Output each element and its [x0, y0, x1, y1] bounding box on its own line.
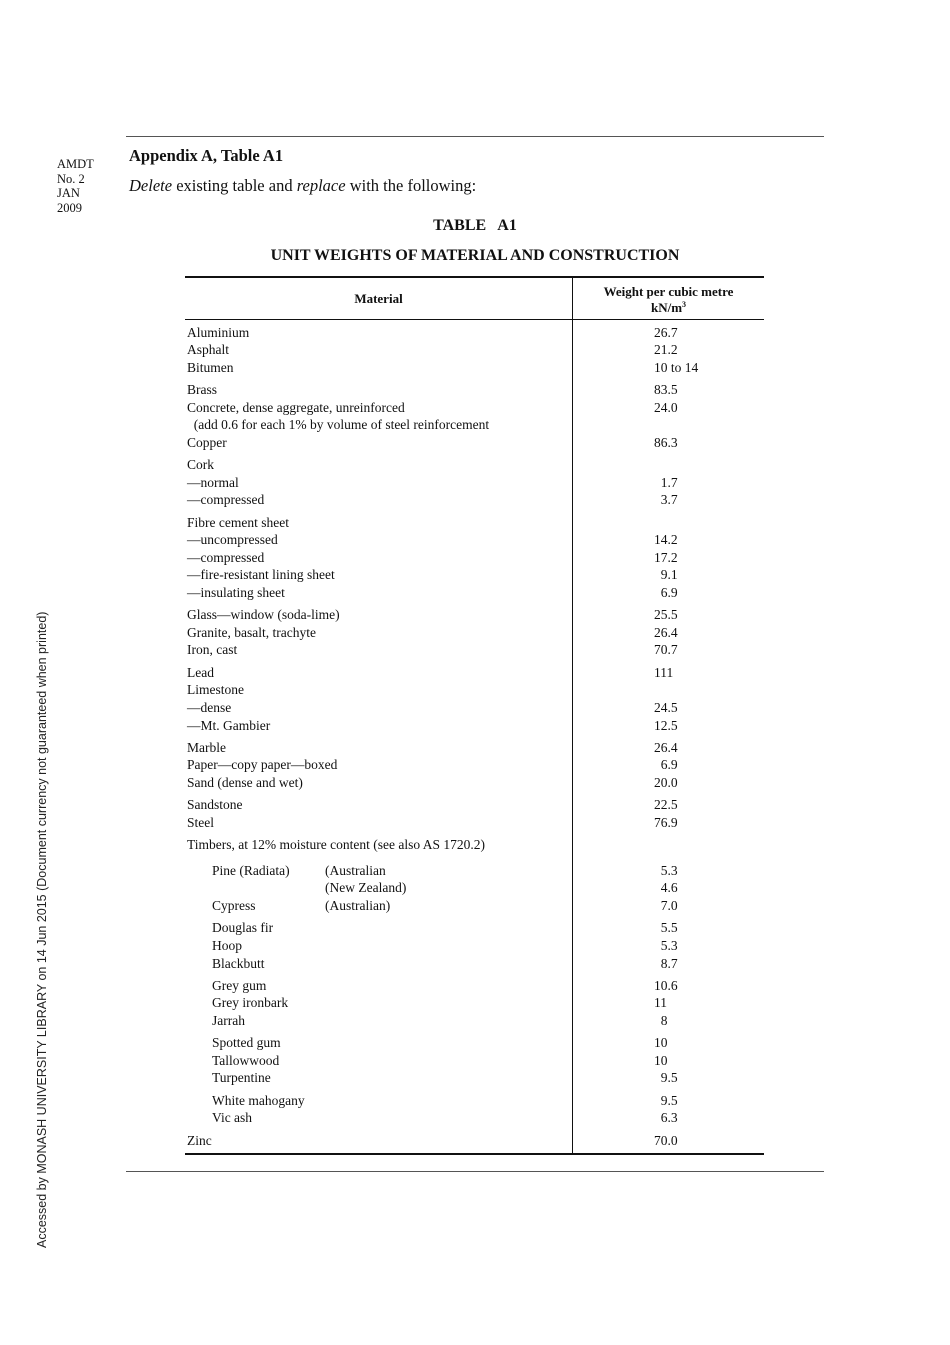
instruction-delete: Delete [129, 176, 173, 195]
appendix-heading: Appendix A, Table A1 [129, 146, 284, 165]
material-name: Concrete, dense aggregate, unreinforced [187, 400, 405, 415]
material-name: Tallowwood [212, 1053, 280, 1068]
weight-value: 12.5 [654, 718, 678, 733]
weight-value: 22.5 [654, 797, 678, 812]
material-name: Brass [187, 382, 217, 397]
amendment-line: 2009 [57, 200, 82, 215]
material-name: Vic ash [212, 1110, 253, 1125]
material-name: Aluminium [187, 325, 250, 340]
instruction-replace: replace [296, 176, 346, 195]
weight-value: 6.9 [654, 757, 678, 772]
weight-value: 10 to 14 [654, 360, 699, 375]
material-name: Sand (dense and wet) [187, 775, 303, 790]
access-notice: Accessed by MONASH UNIVERSITY LIBRARY on 14 Jun 2015 (Document currency not guaranteed when printed) [35, 611, 49, 1248]
material-name: Cypress [212, 898, 256, 913]
weight-unit-exponent: 3 [682, 300, 687, 309]
weight-value: 86.3 [654, 435, 678, 450]
material-name: Sandstone [187, 797, 243, 812]
weight-value: 24.5 [654, 700, 678, 715]
material-name: Grey ironbark [212, 995, 289, 1010]
material-name: (add 0.6 for each 1% by volume of steel reinforcement [187, 417, 490, 432]
material-name: Lead [187, 665, 214, 680]
material-name: Hoop [212, 938, 242, 953]
bottom-rule [126, 1171, 824, 1172]
weight-value: 10.6 [654, 978, 678, 993]
material-name: —uncompressed [187, 532, 278, 547]
weight-value: 17.2 [654, 550, 678, 565]
material-name: Spotted gum [212, 1035, 281, 1050]
weight-value: 24.0 [654, 400, 678, 415]
weight-value: 9.5 [654, 1093, 678, 1108]
weight-value: 6.3 [654, 1110, 678, 1125]
table-title: UNIT WEIGHTS OF MATERIAL AND CONSTRUCTION [270, 247, 680, 264]
header-rule [185, 319, 764, 320]
weight-value: 10 [654, 1053, 668, 1068]
material-name: Asphalt [187, 342, 229, 357]
material-name: —fire-resistant lining sheet [187, 567, 335, 582]
weight-value: 8.7 [654, 956, 678, 971]
weight-value: 111 [654, 665, 674, 680]
amendment-instruction [129, 176, 476, 196]
weight-value: 76.9 [654, 815, 678, 830]
instruction-middle: existing table and [172, 176, 297, 195]
weight-value: 5.3 [654, 938, 678, 953]
column-divider [572, 278, 573, 1153]
weight-value: 83.5 [654, 382, 678, 397]
weight-value: 10 [654, 1035, 668, 1050]
material-name: Zinc [187, 1133, 212, 1148]
weight-value: 70.7 [654, 642, 678, 657]
material-name: Iron, cast [187, 642, 238, 657]
material-name: Grey gum [212, 978, 267, 993]
unit-weights-table [185, 276, 764, 1155]
weight-header-unit [573, 300, 764, 316]
material-name: Cork [187, 457, 214, 472]
weight-value: 21.2 [654, 342, 678, 357]
material-name: Steel [187, 815, 214, 830]
material-name: Glass—window (soda-lime) [187, 607, 340, 622]
weight-value: 8 [654, 1013, 668, 1028]
material-name: White mahogany [212, 1093, 305, 1108]
material-name: Pine (Radiata) [212, 863, 290, 878]
material-name: Turpentine [212, 1070, 271, 1085]
weight-header-label: Weight per cubic metre [603, 284, 734, 299]
material-name: —compressed [187, 550, 265, 565]
material-name: Fibre cement sheet [187, 515, 289, 530]
material-name: Jarrah [212, 1013, 245, 1028]
material-origin: (New Zealand) [325, 880, 407, 895]
material-name: Blackbutt [212, 956, 265, 971]
weight-value: 25.5 [654, 607, 678, 622]
material-name: Paper—copy paper—boxed [187, 757, 338, 772]
weight-value: 5.5 [654, 920, 678, 935]
weight-value: 9.5 [654, 1070, 678, 1085]
material-name: Marble [187, 740, 226, 755]
material-name: Timbers, at 12% moisture content (see also AS 1720.2) [187, 837, 485, 852]
weight-value: 6.9 [654, 585, 678, 600]
weight-unit: kN/m [650, 300, 683, 315]
amendment-line: AMDT [57, 157, 94, 171]
amendment-line: No. 2 [57, 171, 85, 186]
material-origin: (Australian) [325, 898, 391, 913]
weight-value: 9.1 [654, 567, 678, 582]
material-name: —Mt. Gambier [187, 718, 271, 733]
weight-value: 20.0 [654, 775, 678, 790]
weight-value: 26.4 [654, 740, 678, 755]
material-origin: (Australian [325, 863, 386, 878]
column-header-material: Material [354, 291, 403, 306]
column-header-weight [573, 284, 764, 316]
weight-value: 4.6 [654, 880, 678, 895]
amendment-line: JAN [57, 186, 80, 200]
amendment-note [57, 157, 94, 215]
instruction-end: with the following: [345, 176, 477, 195]
weight-value: 14.2 [654, 532, 678, 547]
material-name: —dense [187, 700, 232, 715]
table-number: TABLE A1 [433, 217, 517, 234]
material-name: Limestone [187, 682, 244, 697]
weight-value: 3.7 [654, 492, 678, 507]
material-name: Copper [187, 435, 227, 450]
material-name: —insulating sheet [187, 585, 285, 600]
weight-value: 5.3 [654, 863, 678, 878]
weight-value: 70.0 [654, 1133, 678, 1148]
weight-value: 26.7 [654, 325, 678, 340]
top-rule [126, 136, 824, 137]
material-name: —compressed [187, 492, 265, 507]
material-name: —normal [187, 475, 239, 490]
material-name: Granite, basalt, trachyte [187, 625, 316, 640]
weight-value: 1.7 [654, 475, 678, 490]
weight-value: 26.4 [654, 625, 678, 640]
weight-value: 7.0 [654, 898, 678, 913]
material-name: Bitumen [187, 360, 234, 375]
weight-value: 11 [654, 995, 667, 1010]
material-name: Douglas fir [212, 920, 274, 935]
